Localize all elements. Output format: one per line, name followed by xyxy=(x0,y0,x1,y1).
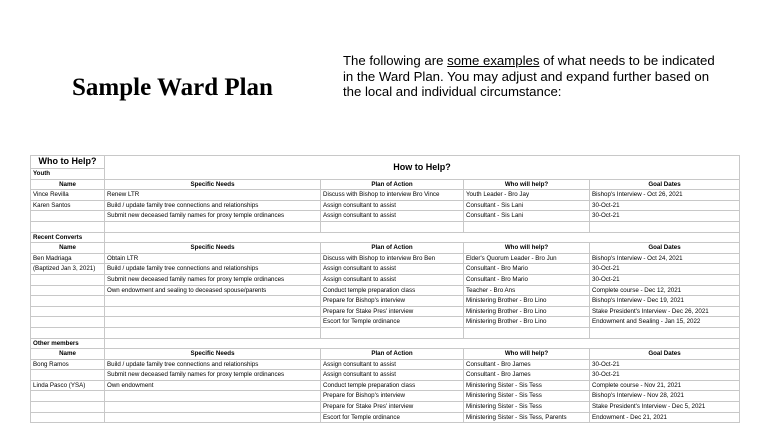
table-header-row xyxy=(31,156,740,169)
table-cell: Endowment - Dec 21, 2021 xyxy=(590,412,740,423)
table-row xyxy=(31,274,740,285)
table-cell: Ministering Brother - Bro Lino xyxy=(464,306,590,317)
column-header: Who will help? xyxy=(464,349,590,360)
column-header: Plan of Action xyxy=(321,349,464,360)
table-cell: Submit new deceased family names for proxy temple ordinances xyxy=(105,274,321,285)
column-header: Specific Needs xyxy=(105,243,321,254)
table-cell xyxy=(31,412,105,423)
table-row xyxy=(31,380,740,391)
column-header: Who will help? xyxy=(464,179,590,190)
table-cell: (Baptized Jan 3, 2021) xyxy=(31,264,105,275)
section-label-spacer xyxy=(105,232,740,243)
table-cell xyxy=(31,317,105,328)
table-cell: Assign consultant to assist xyxy=(321,274,464,285)
table-row xyxy=(31,221,740,232)
table-cell: Teacher - Bro Ans xyxy=(464,285,590,296)
column-header: Who will help? xyxy=(464,243,590,254)
how-to-help-header: How to Help? xyxy=(105,156,740,180)
table-row xyxy=(31,296,740,307)
ward-plan-table xyxy=(30,155,740,423)
column-header: Specific Needs xyxy=(105,349,321,360)
table-cell: Prepare for Bishop's interview xyxy=(321,391,464,402)
table-cell xyxy=(590,327,740,338)
table-row xyxy=(31,306,740,317)
section-label-spacer xyxy=(105,338,740,349)
table-cell xyxy=(105,391,321,402)
table-cell: Youth Leader - Bro Jay xyxy=(464,190,590,201)
table-cell: Conduct temple preparation class xyxy=(321,285,464,296)
table-cell: Stake President's Interview - Dec 26, 2021 xyxy=(590,306,740,317)
column-header: Plan of Action xyxy=(321,243,464,254)
table-cell: Vince Revilla xyxy=(31,190,105,201)
section-label: Recent Converts xyxy=(31,232,105,243)
table-cell: Ministering Sister - Sis Tess xyxy=(464,402,590,413)
table-cell xyxy=(105,221,321,232)
table-cell: Elder's Quorum Leader - Bro Jun xyxy=(464,253,590,264)
table-cell: Discuss with Bishop to interview Bro Ben xyxy=(321,253,464,264)
column-header: Goal Dates xyxy=(590,243,740,254)
table-row xyxy=(31,317,740,328)
table-cell: Prepare for Stake Pres' interview xyxy=(321,306,464,317)
table-cell xyxy=(105,317,321,328)
table-cell: Linda Pasco (YSA) xyxy=(31,380,105,391)
column-header: Goal Dates xyxy=(590,349,740,360)
table-cell xyxy=(105,296,321,307)
table-cell xyxy=(321,327,464,338)
table-row xyxy=(31,264,740,275)
table-cell xyxy=(31,391,105,402)
table-row xyxy=(31,200,740,211)
column-header: Plan of Action xyxy=(321,179,464,190)
table-cell: 30-Oct-21 xyxy=(590,359,740,370)
table-cell: Karen Santos xyxy=(31,200,105,211)
table-cell: Discuss with Bishop to interview Bro Vince xyxy=(321,190,464,201)
table-cell xyxy=(590,221,740,232)
table-cell: Build / update family tree connections and relationships xyxy=(105,200,321,211)
table-cell: Assign consultant to assist xyxy=(321,264,464,275)
table-cell xyxy=(31,327,105,338)
table-cell: Consultant - Sis Lani xyxy=(464,211,590,222)
table-cell: 30-Oct-21 xyxy=(590,274,740,285)
table-cell xyxy=(31,306,105,317)
table-cell xyxy=(31,285,105,296)
column-header: Name xyxy=(31,349,105,360)
table-cell: Complete course - Nov 21, 2021 xyxy=(590,380,740,391)
table-cell: Ministering Sister - Sis Tess, Parents xyxy=(464,412,590,423)
table-cell: Submit new deceased family names for proxy temple ordinances xyxy=(105,211,321,222)
table-cell: Conduct temple preparation class xyxy=(321,380,464,391)
table-cell: 30-Oct-21 xyxy=(590,370,740,381)
table-cell: Assign consultant to assist xyxy=(321,370,464,381)
table-cell: Assign consultant to assist xyxy=(321,359,464,370)
table-row xyxy=(31,211,740,222)
section-label: Youth xyxy=(31,169,105,180)
section-label-row xyxy=(31,232,740,243)
table-cell: Bishop's Interview - Nov 28, 2021 xyxy=(590,391,740,402)
table-row xyxy=(31,412,740,423)
column-header: Goal Dates xyxy=(590,179,740,190)
table-cell: 30-Oct-21 xyxy=(590,211,740,222)
column-header-row xyxy=(31,179,740,190)
table-cell xyxy=(105,402,321,413)
column-header: Name xyxy=(31,243,105,254)
section-label-row xyxy=(31,338,740,349)
table-cell: Prepare for Stake Pres' interview xyxy=(321,402,464,413)
table-cell: Renew LTR xyxy=(105,190,321,201)
column-header: Specific Needs xyxy=(105,179,321,190)
table-cell xyxy=(31,211,105,222)
table-row xyxy=(31,359,740,370)
table-cell xyxy=(105,412,321,423)
table-cell: Complete course - Dec 12, 2021 xyxy=(590,285,740,296)
table-cell: Ben Madriaga xyxy=(31,253,105,264)
table-cell xyxy=(31,296,105,307)
intro-text-start: The following are xyxy=(343,53,448,68)
table-cell xyxy=(31,274,105,285)
table-cell xyxy=(31,402,105,413)
table-cell: Submit new deceased family names for proxy temple ordinances xyxy=(105,370,321,381)
table-cell xyxy=(464,221,590,232)
table-row xyxy=(31,327,740,338)
table-cell: Consultant - Bro James xyxy=(464,359,590,370)
table-cell xyxy=(31,370,105,381)
table-cell: Bong Ramos xyxy=(31,359,105,370)
table-cell: Consultant - Bro James xyxy=(464,370,590,381)
table-row xyxy=(31,370,740,381)
table-cell: Own endowment and sealing to deceased spouse/parents xyxy=(105,285,321,296)
table-cell: Stake President's Interview - Dec 5, 2021 xyxy=(590,402,740,413)
table-cell: Consultant - Bro Mario xyxy=(464,274,590,285)
table-cell: Own endowment xyxy=(105,380,321,391)
table-row xyxy=(31,402,740,413)
who-to-help-header: Who to Help? xyxy=(31,156,105,169)
table-cell: 30-Oct-21 xyxy=(590,200,740,211)
table-cell xyxy=(321,221,464,232)
column-header: Name xyxy=(31,179,105,190)
column-header-row xyxy=(31,349,740,360)
table-cell: Bishop's Interview - Dec 19, 2021 xyxy=(590,296,740,307)
column-header-row xyxy=(31,243,740,254)
table-cell: Escort for Temple ordinance xyxy=(321,317,464,328)
table-cell: 30-Oct-21 xyxy=(590,264,740,275)
table-cell: Assign consultant to assist xyxy=(321,200,464,211)
intro-paragraph xyxy=(343,53,723,100)
table-cell: Ministering Sister - Sis Tess xyxy=(464,391,590,402)
table-row xyxy=(31,190,740,201)
table-cell: Ministering Sister - Sis Tess xyxy=(464,380,590,391)
section-label: Other members xyxy=(31,338,105,349)
table-cell: Assign consultant to assist xyxy=(321,211,464,222)
table-cell: Build / update family tree connections and relationships xyxy=(105,359,321,370)
table-cell xyxy=(464,327,590,338)
table-cell: Consultant - Sis Lani xyxy=(464,200,590,211)
table-row xyxy=(31,391,740,402)
table-cell: Build / update family tree connections and relationships xyxy=(105,264,321,275)
table-cell: Bishop's Interview - Oct 26, 2021 xyxy=(590,190,740,201)
table-cell: Endowment and Sealing - Jan 15, 2022 xyxy=(590,317,740,328)
table-cell xyxy=(31,221,105,232)
intro-underlined-text: some examples xyxy=(447,53,540,68)
table-row xyxy=(31,285,740,296)
table-cell: Prepare for Bishop's interview xyxy=(321,296,464,307)
table-cell xyxy=(105,306,321,317)
intro-text-end: of what needs to be indicated in the Ward Plan. You may adjust and expand further based on the local and individual circumstance: xyxy=(343,53,715,99)
table-cell xyxy=(105,327,321,338)
table-cell: Ministering Brother - Bro Lino xyxy=(464,317,590,328)
table-cell: Consultant - Bro Mario xyxy=(464,264,590,275)
table-cell: Obtain LTR xyxy=(105,253,321,264)
table-cell: Escort for Temple ordinance xyxy=(321,412,464,423)
table-row xyxy=(31,253,740,264)
page-title: Sample Ward Plan xyxy=(72,74,273,101)
table-cell: Ministering Brother - Bro Lino xyxy=(464,296,590,307)
table-cell: Bishop's Interview - Oct 24, 2021 xyxy=(590,253,740,264)
